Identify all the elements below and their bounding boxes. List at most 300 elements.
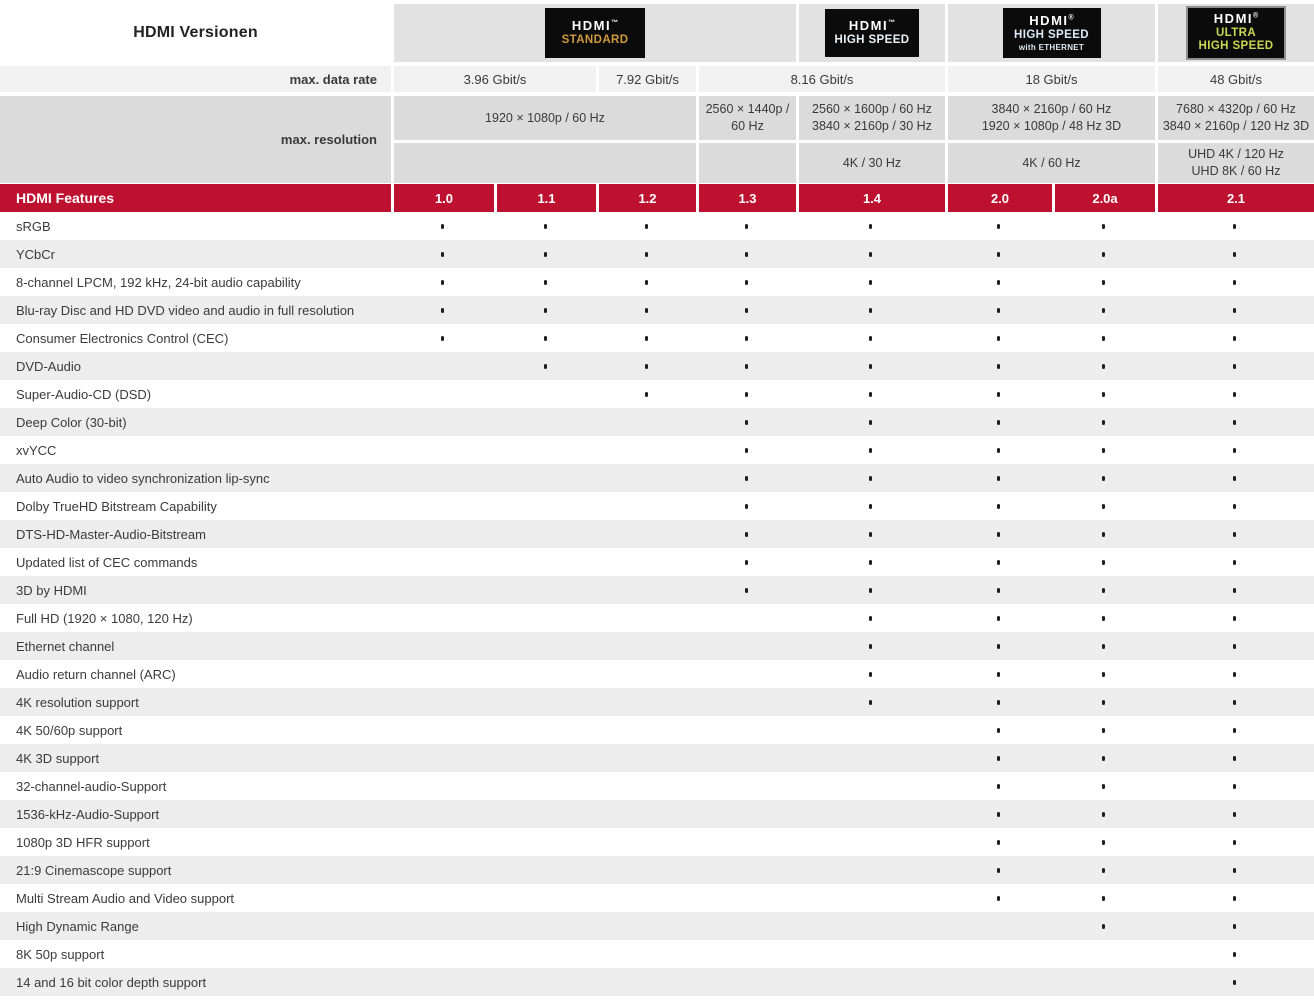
badge-group-ultra-high-speed: [1155, 4, 1314, 62]
support-cell: [696, 436, 796, 464]
support-dot: [997, 588, 1000, 593]
support-dot: [869, 644, 872, 649]
support-cell: [494, 268, 596, 296]
support-cell: [796, 856, 945, 884]
support-dot: [745, 280, 748, 285]
support-cell: [1155, 492, 1314, 520]
support-cell: [696, 716, 796, 744]
support-cell: [391, 324, 494, 352]
resolution-value: [391, 96, 696, 140]
support-dot: [1102, 588, 1105, 593]
support-dot: [997, 868, 1000, 873]
support-cell: [1155, 688, 1314, 716]
support-cell: [945, 884, 1052, 912]
resolution-line: 7680 × 4320p / 60 Hz: [1176, 102, 1296, 117]
support-cell: [1052, 380, 1155, 408]
resolution-value: [1155, 96, 1314, 140]
support-dot: [997, 700, 1000, 705]
support-cell: [1155, 632, 1314, 660]
feature-row: [0, 576, 1314, 604]
support-cell: [494, 688, 596, 716]
support-dot: [997, 840, 1000, 845]
support-cell: [1052, 968, 1155, 996]
support-dot: [1233, 364, 1236, 369]
support-cell: [494, 296, 596, 324]
support-cell: [494, 380, 596, 408]
support-cell: [945, 296, 1052, 324]
support-cell: [945, 212, 1052, 240]
support-dot: [997, 504, 1000, 509]
feature-row: [0, 632, 1314, 660]
support-dot: [1233, 784, 1236, 789]
support-dot: [997, 308, 1000, 313]
support-cell: [494, 660, 596, 688]
support-cell: [391, 688, 494, 716]
resolution-line: UHD 8K / 60 Hz: [1191, 164, 1281, 178]
support-cell: [796, 436, 945, 464]
support-cell: [1052, 632, 1155, 660]
support-cell: [1155, 828, 1314, 856]
support-cell: [945, 492, 1052, 520]
support-cell: [1155, 940, 1314, 968]
support-dot: [441, 224, 444, 229]
support-dot: [1102, 532, 1105, 537]
support-cell: [494, 212, 596, 240]
support-dot: [1233, 224, 1236, 229]
feature-label: Multi Stream Audio and Video support: [16, 890, 235, 906]
support-cell: [494, 940, 596, 968]
support-cell: [945, 912, 1052, 940]
version-header-1.3: 1.3: [696, 184, 796, 212]
feature-label: 4K 50/60p support: [16, 722, 123, 738]
support-dot: [1102, 868, 1105, 873]
support-cell: [494, 828, 596, 856]
feature-row: [0, 800, 1314, 828]
resolution-line: 60 Hz: [731, 119, 764, 133]
feature-row: [0, 268, 1314, 296]
support-cell: [494, 716, 596, 744]
max-data-rate-label: max. data rate: [0, 66, 391, 92]
support-cell: [391, 856, 494, 884]
support-cell: [796, 408, 945, 436]
support-cell: [796, 772, 945, 800]
resolution-line: 2560 × 1440p /: [705, 102, 790, 117]
support-cell: [1155, 660, 1314, 688]
support-cell: [391, 492, 494, 520]
feature-label: xvYCC: [16, 442, 57, 458]
support-cell: [696, 492, 796, 520]
support-cell: [1155, 968, 1314, 996]
resolution-line: 1920 × 1080p / 48 Hz 3D: [981, 119, 1122, 133]
support-dot: [997, 812, 1000, 817]
support-dot: [1102, 392, 1105, 397]
support-dot: [1233, 504, 1236, 509]
support-cell: [596, 912, 696, 940]
support-dot: [1233, 308, 1236, 313]
support-cell: [596, 464, 696, 492]
support-dot: [1102, 504, 1105, 509]
support-dot: [544, 336, 547, 341]
support-cell: [494, 352, 596, 380]
support-cell: [796, 800, 945, 828]
support-dot: [1233, 700, 1236, 705]
feature-row: [0, 520, 1314, 548]
feature-label: 8-channel LPCM, 192 kHz, 24-bit audio capability: [16, 274, 301, 290]
support-cell: [945, 520, 1052, 548]
support-cell: [796, 632, 945, 660]
support-cell: [494, 548, 596, 576]
support-dot: [869, 588, 872, 593]
data-rate-value: 18 Gbit/s: [945, 66, 1155, 92]
support-cell: [796, 688, 945, 716]
badge-subtitle: ULTRA: [1215, 26, 1257, 39]
support-dot: [1233, 532, 1236, 537]
data-rate-value: 7.92 Gbit/s: [596, 66, 696, 92]
trademark-mark: ®: [1068, 14, 1074, 22]
support-cell: [1052, 828, 1155, 856]
support-cell: [596, 604, 696, 632]
badge-subtitle: HIGH SPEED: [1014, 28, 1089, 41]
trademark-mark: ™: [611, 19, 619, 27]
support-dot: [1233, 476, 1236, 481]
support-cell: [696, 800, 796, 828]
feature-row: [0, 716, 1314, 744]
feature-label: 1536-kHz-Audio-Support: [16, 806, 160, 822]
support-dot: [997, 784, 1000, 789]
features-header-row: [0, 184, 1314, 212]
support-dot: [869, 420, 872, 425]
support-dot: [745, 448, 748, 453]
support-cell: [945, 940, 1052, 968]
resolution-value: [696, 143, 796, 183]
page-title: HDMI Versionen: [133, 24, 258, 41]
version-header-2.1: 2.1: [1155, 184, 1314, 212]
feature-label: Blu-ray Disc and HD DVD video and audio in full resolution: [16, 302, 355, 318]
support-cell: [696, 968, 796, 996]
support-cell: [1052, 688, 1155, 716]
feature-row: [0, 688, 1314, 716]
support-cell: [391, 296, 494, 324]
hdmi-wordmark: HDMI®: [1029, 12, 1074, 28]
support-cell: [391, 884, 494, 912]
support-dot: [869, 308, 872, 313]
support-cell: [391, 716, 494, 744]
support-cell: [391, 660, 494, 688]
support-cell: [796, 940, 945, 968]
support-cell: [494, 968, 596, 996]
feature-label: Super-Audio-CD (DSD): [16, 386, 152, 402]
support-dot: [997, 616, 1000, 621]
support-cell: [596, 408, 696, 436]
support-cell: [1052, 744, 1155, 772]
support-cell: [596, 828, 696, 856]
max-resolution-label: max. resolution: [0, 96, 391, 183]
support-cell: [1052, 548, 1155, 576]
support-cell: [945, 464, 1052, 492]
support-cell: [945, 352, 1052, 380]
support-cell: [796, 828, 945, 856]
support-cell: [1155, 576, 1314, 604]
feature-label: YCbCr: [16, 246, 56, 262]
feature-label: sRGB: [16, 218, 51, 234]
support-cell: [1052, 408, 1155, 436]
support-dot: [997, 728, 1000, 733]
resolution-value: [796, 143, 945, 183]
feature-label: 4K resolution support: [16, 694, 139, 710]
support-cell: [696, 940, 796, 968]
support-dot: [441, 308, 444, 313]
feature-label: Full HD (1920 × 1080, 120 Hz): [16, 610, 193, 626]
support-dot: [869, 448, 872, 453]
support-cell: [945, 408, 1052, 436]
max-data-rate-row: [0, 66, 1314, 92]
support-cell: [494, 520, 596, 548]
support-dot: [997, 756, 1000, 761]
feature-row: [0, 856, 1314, 884]
support-cell: [391, 520, 494, 548]
feature-row: [0, 828, 1314, 856]
support-cell: [1155, 744, 1314, 772]
support-cell: [1155, 464, 1314, 492]
feature-label: DTS-HD-Master-Audio-Bitstream: [16, 526, 206, 542]
support-cell: [945, 772, 1052, 800]
support-cell: [1052, 464, 1155, 492]
support-cell: [945, 604, 1052, 632]
support-dot: [869, 364, 872, 369]
support-dot: [1102, 616, 1105, 621]
support-dot: [645, 224, 648, 229]
support-cell: [696, 352, 796, 380]
support-cell: [1155, 884, 1314, 912]
support-cell: [696, 324, 796, 352]
badge-high-speed-ethernet-logo: [1003, 8, 1101, 58]
support-dot: [1233, 756, 1236, 761]
support-dot: [997, 672, 1000, 677]
support-cell: [945, 828, 1052, 856]
support-cell: [796, 240, 945, 268]
feature-label: Auto Audio to video synchronization lip-sync: [16, 470, 270, 486]
support-cell: [696, 520, 796, 548]
support-cell: [945, 716, 1052, 744]
support-cell: [945, 268, 1052, 296]
support-cell: [796, 744, 945, 772]
feature-label: 8K 50p support: [16, 946, 105, 962]
support-cell: [945, 240, 1052, 268]
support-cell: [1155, 800, 1314, 828]
support-cell: [494, 772, 596, 800]
support-cell: [1052, 772, 1155, 800]
support-dot: [997, 896, 1000, 901]
support-cell: [391, 604, 494, 632]
support-cell: [796, 268, 945, 296]
support-cell: [1155, 716, 1314, 744]
support-cell: [1052, 800, 1155, 828]
support-cell: [696, 240, 796, 268]
support-dot: [1233, 840, 1236, 845]
support-dot: [997, 560, 1000, 565]
feature-row: [0, 912, 1314, 940]
support-cell: [494, 912, 596, 940]
support-cell: [391, 800, 494, 828]
support-dot: [997, 644, 1000, 649]
support-cell: [1155, 912, 1314, 940]
support-cell: [391, 212, 494, 240]
support-cell: [796, 352, 945, 380]
support-dot: [645, 364, 648, 369]
support-cell: [596, 968, 696, 996]
badge-ultra-high-speed-logo: [1186, 6, 1286, 60]
support-cell: [696, 856, 796, 884]
data-rate-value: 3.96 Gbit/s: [391, 66, 596, 92]
support-cell: [1155, 212, 1314, 240]
version-header-1.0: 1.0: [391, 184, 494, 212]
badge-subtitle: HIGH SPEED: [834, 33, 910, 46]
version-header-1.2: 1.2: [596, 184, 696, 212]
badge-subtitle: with ETHERNET: [1018, 42, 1085, 52]
max-resolution-band: [0, 96, 1314, 183]
feature-row: [0, 772, 1314, 800]
support-cell: [796, 604, 945, 632]
feature-row: [0, 240, 1314, 268]
support-cell: [494, 240, 596, 268]
support-cell: [1155, 296, 1314, 324]
support-dot: [1102, 700, 1105, 705]
support-cell: [796, 520, 945, 548]
support-cell: [696, 828, 796, 856]
feature-label: Deep Color (30-bit): [16, 414, 127, 430]
support-cell: [596, 548, 696, 576]
support-dot: [745, 392, 748, 397]
support-cell: [596, 296, 696, 324]
support-cell: [391, 912, 494, 940]
support-cell: [596, 660, 696, 688]
feature-row: [0, 464, 1314, 492]
support-cell: [596, 492, 696, 520]
feature-row: [0, 604, 1314, 632]
feature-row: [0, 884, 1314, 912]
support-cell: [596, 772, 696, 800]
support-cell: [696, 604, 796, 632]
support-dot: [1233, 644, 1236, 649]
support-cell: [796, 380, 945, 408]
support-cell: [596, 380, 696, 408]
feature-row: [0, 324, 1314, 352]
support-cell: [596, 520, 696, 548]
support-dot: [745, 476, 748, 481]
support-cell: [494, 492, 596, 520]
data-rate-value: 8.16 Gbit/s: [696, 66, 945, 92]
support-cell: [796, 324, 945, 352]
support-cell: [945, 324, 1052, 352]
support-dot: [1102, 252, 1105, 257]
feature-row: [0, 212, 1314, 240]
support-dot: [869, 616, 872, 621]
support-cell: [494, 464, 596, 492]
resolution-line: 2560 × 1600p / 60 Hz: [812, 102, 932, 117]
support-dot: [1233, 448, 1236, 453]
support-dot: [544, 224, 547, 229]
support-cell: [945, 660, 1052, 688]
feature-label: 21:9 Cinemascope support: [16, 862, 172, 878]
support-dot: [1233, 336, 1236, 341]
support-cell: [696, 268, 796, 296]
resolution-value: [945, 143, 1155, 183]
support-cell: [1155, 856, 1314, 884]
support-dot: [1102, 420, 1105, 425]
support-cell: [796, 492, 945, 520]
support-cell: [696, 912, 796, 940]
feature-label: Consumer Electronics Control (CEC): [16, 330, 229, 346]
support-cell: [1052, 520, 1155, 548]
support-dot: [544, 308, 547, 313]
support-dot: [869, 280, 872, 285]
support-cell: [1052, 492, 1155, 520]
support-cell: [696, 380, 796, 408]
support-cell: [796, 464, 945, 492]
support-cell: [391, 772, 494, 800]
resolution-line: UHD 4K / 120 Hz: [1188, 147, 1284, 162]
feature-row: [0, 744, 1314, 772]
support-cell: [391, 828, 494, 856]
support-dot: [1102, 840, 1105, 845]
support-cell: [391, 380, 494, 408]
resolution-value: [796, 96, 945, 140]
support-cell: [696, 660, 796, 688]
support-dot: [1233, 868, 1236, 873]
support-cell: [1155, 240, 1314, 268]
support-dot: [745, 364, 748, 369]
support-cell: [796, 884, 945, 912]
support-dot: [1102, 896, 1105, 901]
support-dot: [869, 392, 872, 397]
feature-label: 14 and 16 bit color depth support: [16, 974, 207, 990]
support-dot: [1102, 756, 1105, 761]
hdmi-wordmark: HDMI™: [848, 17, 896, 33]
support-cell: [494, 604, 596, 632]
feature-label: Ethernet channel: [16, 638, 115, 654]
resolution-value: [1155, 143, 1314, 183]
support-cell: [596, 688, 696, 716]
support-dot: [1102, 280, 1105, 285]
support-dot: [745, 252, 748, 257]
support-dot: [745, 420, 748, 425]
support-cell: [596, 856, 696, 884]
support-cell: [696, 772, 796, 800]
support-dot: [869, 336, 872, 341]
support-cell: [1155, 604, 1314, 632]
support-cell: [1155, 380, 1314, 408]
support-dot: [997, 336, 1000, 341]
support-dot: [869, 504, 872, 509]
support-dot: [745, 308, 748, 313]
support-dot: [645, 392, 648, 397]
support-dot: [544, 252, 547, 257]
feature-row: [0, 436, 1314, 464]
resolution-line: 3840 × 2160p / 30 Hz: [812, 119, 932, 133]
support-cell: [494, 884, 596, 912]
feature-label: DVD-Audio: [16, 358, 82, 374]
support-cell: [494, 632, 596, 660]
support-cell: [1052, 212, 1155, 240]
support-cell: [391, 940, 494, 968]
resolution-value: [391, 143, 696, 183]
support-dot: [997, 280, 1000, 285]
support-cell: [945, 744, 1052, 772]
support-dot: [745, 532, 748, 537]
features-body: [0, 212, 1314, 996]
feature-label: Audio return channel (ARC): [16, 666, 176, 682]
support-dot: [869, 700, 872, 705]
